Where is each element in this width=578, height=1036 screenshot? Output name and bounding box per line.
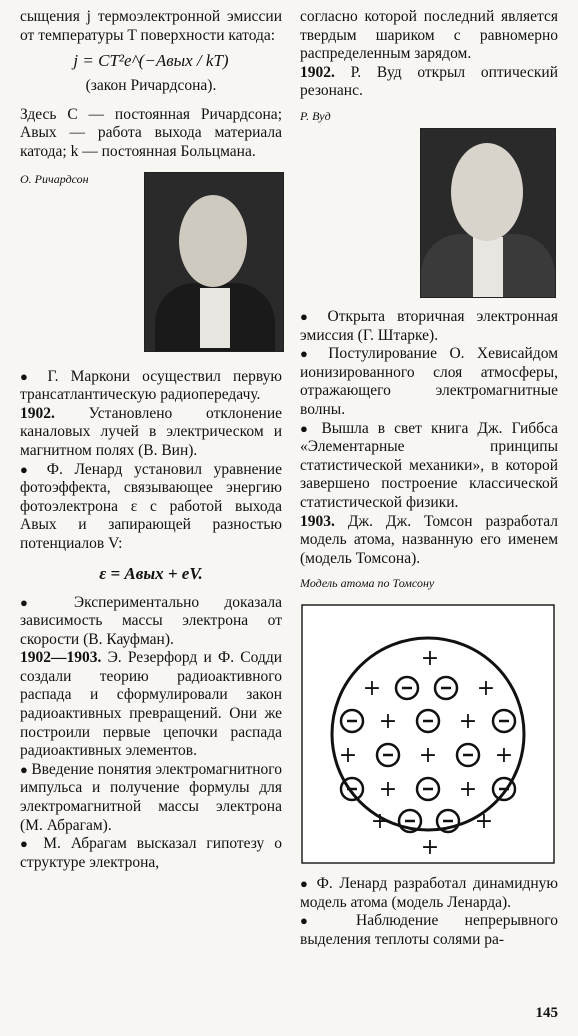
positive-charge-mark: +: [378, 777, 398, 803]
heaviside-item: ● Постулирование О. Хевисайдом ионизированного слоя атмосферы, отражающего электромагнитные волны.: [300, 345, 558, 419]
starke-item: ● Открыта вторичная электронная эмиссия (Г. Штарке).: [300, 308, 558, 345]
year-1903: 1903.: [300, 512, 335, 530]
positive-charge-mark: +: [476, 676, 496, 702]
positive-charge-mark: +: [370, 809, 390, 835]
abraham-momentum-item: ● Введение понятия электромагнитного импульса и получение формулы для электромагнитной массы электрона (М. Абрагам).: [20, 761, 282, 835]
lenard-model-item: ● Ф. Ленард разработал динамидную модель атома (модель Ленарда).: [300, 875, 558, 912]
wien-text: Установлено отклонение каналовых лучей в электрическом и магнитном полях (В. Вин).: [20, 404, 282, 459]
marconi-item: ● Г. Маркони осуществил первую трансатлантическую радиопередачу.: [20, 368, 282, 405]
positive-charge-mark: +: [458, 709, 478, 735]
wood-portrait: [420, 128, 556, 298]
positive-charge-mark: +: [378, 709, 398, 735]
definitions-text: Здесь C — постоянная Ричардсона; Aвых — работа выхода материала катода; k — постоянная Больцмана.: [20, 105, 282, 160]
year-1902-a: 1902.: [20, 404, 55, 422]
right-column: [300, 8, 558, 950]
positive-charge-mark: +: [420, 835, 440, 861]
caption-thomson: Модель атома по Томсону: [300, 576, 435, 591]
lenard-item: ● Ф. Ленард установил уравнение фотоэффекта, связывающее энергию фотоэлектрона ε с работой выхода Aвых и запирающей разностью потенциалов V:: [20, 461, 282, 554]
left-column: [20, 8, 282, 872]
wood-text: Р. Вуд открыл оптический резонанс.: [300, 63, 559, 100]
positive-charge-mark: +: [474, 809, 494, 835]
law-name: (закон Ричардсона).: [85, 77, 217, 95]
positive-charge-mark: +: [362, 676, 382, 702]
kaufmann-item: ● Экспериментально доказала зависимость массы электрона от скорости (В. Кауфман).: [20, 594, 282, 650]
caption-richardson: О. Ричардсон: [20, 171, 89, 186]
rutherford-soddy-text: Э. Резерфорд и Ф. Содди создали теорию радиоактивного распада и сформулировали закон радиоактивных превращений. Они же построили первые цепочки распада радиоактивных элементов.: [20, 649, 282, 760]
caption-wood: Р. Вуд: [300, 108, 331, 123]
positive-charge-mark: +: [420, 646, 440, 672]
continuation-text: согласно которой последний является твердым шариком с равномерно распределенным зарядом.: [300, 8, 558, 63]
richardson-formula: j = CT²e^(−Aвых / kT): [73, 51, 229, 71]
page-number: 145: [535, 1005, 558, 1021]
richardson-figure: [20, 172, 282, 368]
intro-text: сыщения j термоэлектронной эмиссии от температуры T поверхности катода:: [20, 8, 282, 44]
gibbs-item: ● Вышла в свет книга Дж. Гиббса «Элементарные принципы статистической механики», в которой завершено построение классической статистической физики.: [300, 420, 558, 513]
diagram-frame: [302, 605, 554, 863]
photoeffect-formula: ε = Aвых + eV.: [99, 563, 203, 583]
radium-heat-item: ● Наблюдение непрерывного выделения теплоты солями ра-: [300, 912, 558, 949]
thomson-atom-diagram: [300, 603, 558, 867]
richardson-portrait: [144, 172, 284, 352]
year-1902-1903: 1902—1903.: [20, 649, 102, 667]
positive-charge-mark: +: [418, 743, 438, 769]
positive-charge-mark: +: [494, 743, 514, 769]
positive-charge-mark: +: [338, 743, 358, 769]
year-1902-b: 1902.: [300, 63, 335, 81]
positive-charge-mark: +: [458, 777, 478, 803]
thomson-text: Дж. Дж. Томсон разработал модель атома, названную его именем (модель Томсона).: [300, 512, 558, 567]
abraham-hypothesis-item: ● М. Абрагам высказал гипотезу о структуре электрона,: [20, 835, 282, 872]
